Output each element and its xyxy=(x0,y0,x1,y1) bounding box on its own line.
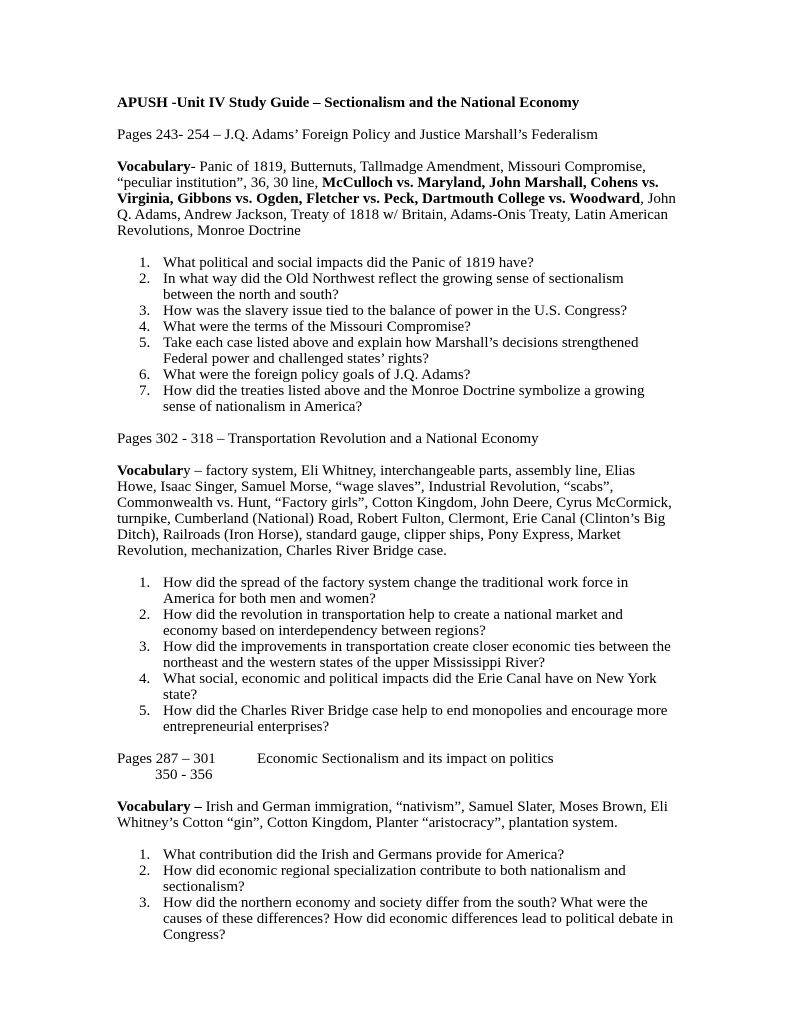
question-text: How did the revolution in transportation help to create a national market and economy based on interdependency between regions? xyxy=(163,607,623,639)
question-text: How was the slavery issue tied to the balance of power in the U.S. Congress? xyxy=(163,303,628,319)
section3-questions xyxy=(117,847,677,943)
question-item xyxy=(117,863,677,895)
section1-vocab-label: Vocabulary xyxy=(117,159,191,175)
question-item xyxy=(117,847,677,863)
question-number: 3. xyxy=(139,895,151,911)
section2-vocab-text: – factory system, Eli Whitney, interchangeable parts, assembly line, Elias Howe, Isaac Singer, Samuel Morse, “wage slaves”, Industrial Revolution, “scabs”, Commonwealth vs. Hunt, “Factory girls”, Cotton Kingdom, John Deere, Cyrus McCormick, turnpike, Cumberland (National) Road, Robert Fulton, Clermont, Erie Canal (Clinton’s Big Ditch), Railroads (Iron Horse), standard gauge, clipper ships, Pony Express, Market Revolution, mechanization, Charles River Bridge case. xyxy=(117,463,672,559)
section1-vocab-text-a: - Panic of 1819, Butternuts, Tallmadge Amendment, Missouri Compromise, “peculiar institution”, 36, 30 line, xyxy=(117,159,646,191)
question-text: What political and social impacts did the Panic of 1819 have? xyxy=(163,255,534,271)
question-item xyxy=(117,639,677,671)
section3-vocabulary xyxy=(117,799,677,831)
question-text: What were the foreign policy goals of J.Q. Adams? xyxy=(163,367,471,383)
section3-pages-range-2: 350 - 356 xyxy=(155,767,213,783)
question-item xyxy=(117,575,677,607)
question-number: 3. xyxy=(139,639,151,655)
question-number: 2. xyxy=(139,863,151,879)
question-item xyxy=(117,271,677,303)
question-text: In what way did the Old Northwest reflect the growing sense of sectionalism between the north and south? xyxy=(163,271,624,303)
question-text: How did the spread of the factory system change the traditional work force in America for both men and women? xyxy=(163,575,629,607)
question-item xyxy=(117,335,677,367)
question-number: 5. xyxy=(139,335,151,351)
question-text: Take each case listed above and explain how Marshall’s decisions strengthened Federal power and challenged states’ rights? xyxy=(163,335,639,367)
question-number: 3. xyxy=(139,303,151,319)
question-number: 1. xyxy=(139,255,151,271)
question-number: 1. xyxy=(139,575,151,591)
question-item xyxy=(117,255,677,271)
section2-pages-heading: Pages 302 - 318 – Transportation Revolution and a National Economy xyxy=(117,431,539,447)
question-text: How did the treaties listed above and the Monroe Doctrine symbolize a growing sense of nationalism in America? xyxy=(163,383,645,415)
question-number: 1. xyxy=(139,847,151,863)
question-text: What contribution did the Irish and Germans provide for America? xyxy=(163,847,565,863)
document-title: APUSH -Unit IV Study Guide – Sectionalism and the National Economy xyxy=(117,95,580,111)
section1-vocab-bold-terms: McCulloch vs. Maryland, John Marshall, Cohens vs. Virginia, Gibbons vs. Ogden, Fletcher vs. Peck, Dartmouth College vs. Woodward xyxy=(117,175,659,207)
section1-vocabulary xyxy=(117,159,677,239)
question-item xyxy=(117,607,677,639)
section3-pages-heading xyxy=(117,751,677,783)
question-number: 5. xyxy=(139,703,151,719)
question-text: How did the northern economy and society differ from the south? What were the causes of these differences? How did economic differences lead to political debate in Congress? xyxy=(163,895,674,943)
section1-questions xyxy=(117,255,677,415)
question-number: 4. xyxy=(139,319,151,335)
section2-vocab-label: Vocabular xyxy=(117,463,184,479)
question-text: How did the Charles River Bridge case help to end monopolies and encourage more entrepreneurial enterprises? xyxy=(163,703,668,735)
question-number: 2. xyxy=(139,271,151,287)
question-item xyxy=(117,383,677,415)
section2-vocab-label-tail: y xyxy=(183,463,191,479)
question-number: 2. xyxy=(139,607,151,623)
question-text: How did economic regional specialization contribute to both nationalism and sectionalism? xyxy=(163,863,626,895)
question-text: How did the improvements in transportation create closer economic ties between the northeast and the western states of the upper Mississippi River? xyxy=(163,639,671,671)
question-number: 6. xyxy=(139,367,151,383)
section1-vocab-text-b: , John Q. Adams, Andrew Jackson, Treaty of 1818 w/ Britain, Adams-Onis Treaty, Latin American Revolutions, Monroe Doctrine xyxy=(117,191,676,239)
question-number: 7. xyxy=(139,383,151,399)
study-guide-page xyxy=(117,95,677,959)
section3-vocab-label: Vocabulary – xyxy=(117,799,206,815)
section2-vocabulary xyxy=(117,463,677,559)
question-text: What social, economic and political impacts did the Erie Canal have on New York state? xyxy=(163,671,657,703)
question-item xyxy=(117,303,677,319)
question-number: 4. xyxy=(139,671,151,687)
question-item xyxy=(117,367,677,383)
section2-questions xyxy=(117,575,677,735)
section3-vocab-text: Irish and German immigration, “nativism”, Samuel Slater, Moses Brown, Eli Whitney’s Cotton “gin”, Cotton Kingdom, Planter “aristocracy”, plantation system. xyxy=(117,799,668,831)
section3-pages-range-1: Pages 287 – 301 xyxy=(117,751,216,767)
section1-pages-heading: Pages 243- 254 – J.Q. Adams’ Foreign Policy and Justice Marshall’s Federalism xyxy=(117,127,598,143)
question-item xyxy=(117,319,677,335)
question-item xyxy=(117,895,677,943)
question-item xyxy=(117,703,677,735)
question-text: What were the terms of the Missouri Compromise? xyxy=(163,319,471,335)
section3-topic: Economic Sectionalism and its impact on politics xyxy=(257,751,554,767)
question-item xyxy=(117,671,677,703)
